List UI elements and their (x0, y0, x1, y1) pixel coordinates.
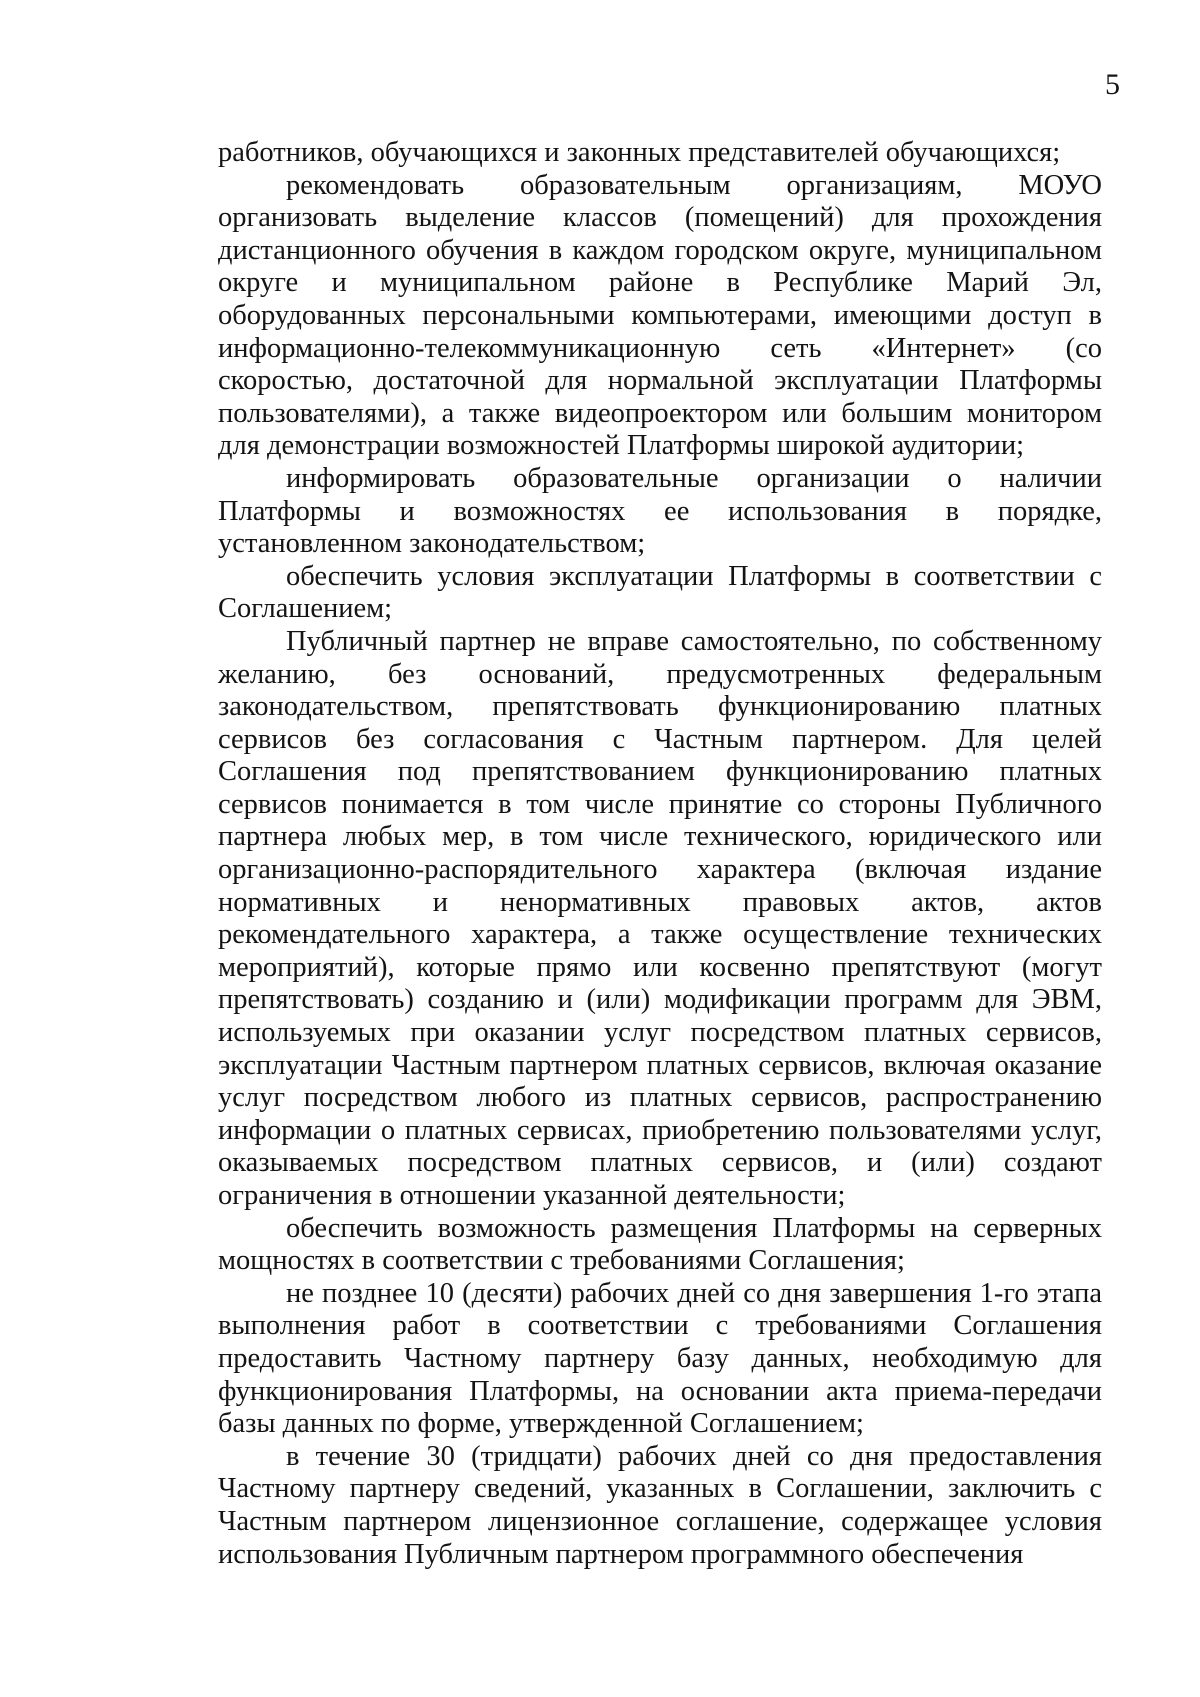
paragraph-license-agreement: в течение 30 (тридцати) рабочих дней со дня предоставления Частному партнеру сведений, указанных в Соглашении, заключить с Частным партнером лицензионное соглашение, содержащее условия использования Публичным партнером программного обеспечения (218, 1440, 1102, 1570)
paragraph-inform-organizations: информировать образовательные организации о наличии Платформы и возможностях ее использования в порядке, установленном законодательством; (218, 462, 1102, 560)
page-number: 5 (1105, 68, 1120, 101)
paragraph-exploitation-conditions: обеспечить условия эксплуатации Платформы в соответствии с Соглашением; (218, 560, 1102, 625)
paragraph-public-partner-restrictions: Публичный партнер не вправе самостоятельно, по собственному желанию, без оснований, предусмотренных федеральным законодательством, препятствовать функционированию платных сервисов без согласования с Частным партнером. Для целей Соглашения под препятствованием функционированию платных сервисов понимается в том числе принятие со стороны Публичного партнера любых мер, в том числе технического, юридического или организационно-распорядительного характера (включая издание нормативных и ненормативных правовых актов, актов рекомендательного характера, а также осуществление технических мероприятий), которые прямо или косвенно препятствуют (могут препятствовать) созданию и (или) модификации программ для ЭВМ, используемых при оказании услуг посредством платных сервисов, эксплуатации Частным партнером платных сервисов, включая оказание услуг посредством любого из платных сервисов, распространению информации о платных сервисах, приобретению пользователями услуг, оказываемых посредством платных сервисов, и (или) создают ограничения в отношении указанной деятельности; (218, 625, 1102, 1211)
document-body (218, 137, 1102, 1571)
paragraph-server-capacity: обеспечить возможность размещения Платформы на серверных мощностях в соответствии с требованиями Соглашения; (218, 1212, 1102, 1277)
paragraph-database-transfer: не позднее 10 (десяти) рабочих дней со дня завершения 1-го этапа выполнения работ в соответствии с требованиями Соглашения предоставить Частному партнеру базу данных, необходимую для функционирования Платформы, на основании акта приема-передачи базы данных по форме, утвержденной Соглашением; (218, 1277, 1102, 1440)
paragraph-recommend-classes: рекомендовать образовательным организациям, МОУО организовать выделение классов (помещений) для прохождения дистанционного обучения в каждом городском округе, муниципальном округе и муниципальном районе в Республике Марий Эл, оборудованных персональными компьютерами, имеющими доступ в информационно-телекоммуникационную сеть «Интернет» (со скоростью, достаточной для нормальной эксплуатации Платформы пользователями), а также видеопроектором или большим монитором для демонстрации возможностей Платформы широкой аудитории; (218, 169, 1102, 462)
paragraph-continuation: работников, обучающихся и законных представителей обучающихся; (218, 137, 1061, 168)
